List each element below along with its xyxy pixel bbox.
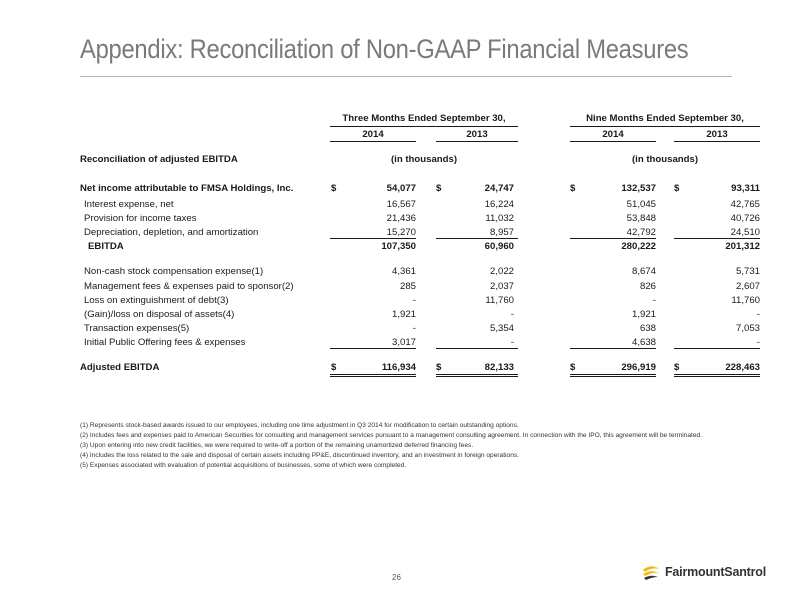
row-label: Loss on extinguishment of debt(3) [84,295,229,306]
currency-symbol: $ [436,362,442,373]
currency-symbol: $ [570,362,576,373]
cell-value: 82,133 [484,362,514,373]
row-label: Transaction expenses(5) [84,323,190,334]
footnote: (2) Includes fees and expenses paid to American Securities for consulting and management services pursuant to a management consulting agreement. In connection with the IPO, this agreement will be terminated. [80,432,702,439]
cell-value: - [652,295,656,306]
cell-value: 16,224 [484,199,514,210]
cell-value: - [510,309,514,320]
footnote: (4) Includes the loss related to the sale and disposal of certain assets including PP&E, discontinued inventory, and an investment in foreign operations. [80,452,519,459]
row-label: Net income attributable to FMSA Holdings, Inc. [80,183,294,194]
subtotal-rule [570,348,656,349]
cell-value: 8,957 [489,227,514,238]
cell-value: 201,312 [725,241,760,252]
page-number: 26 [392,573,401,582]
total-double-rule [570,374,656,377]
cell-value: 16,567 [386,199,416,210]
company-logo [640,561,766,583]
units-three-months: (in thousands) [390,154,458,165]
currency-symbol: $ [674,183,680,194]
cell-value: 285 [399,281,416,292]
subtotal-rule [436,348,518,349]
row-label: EBITDA [88,241,124,252]
page-title: Appendix: Reconciliation of Non-GAAP Financial Measures [80,34,689,64]
cell-value: 11,760 [485,295,514,306]
currency-symbol: $ [436,183,442,194]
row-label: Depreciation, depletion, and amortization [84,227,259,238]
header-three-months: Three Months Ended September 30, [342,113,506,124]
year-header-q-2014: 2014 [362,129,384,140]
cell-value: 54,077 [386,183,416,194]
footnote: (1) Represents stock-based awards issued to our employees, including one time adjustment in Q3 2014 for modification to certain outstanding options. [80,422,519,429]
total-double-rule [330,374,416,377]
subtotal-rule [330,238,416,239]
cell-value: 11,032 [485,213,514,224]
cell-value: - [756,309,760,320]
cell-value: 3,017 [391,337,416,348]
cell-value: 280,222 [621,241,656,252]
year-rule [570,141,656,142]
cell-value: 638 [639,323,656,334]
year-header-n-2013: 2013 [706,129,728,140]
row-label: Provision for income taxes [84,213,197,224]
row-label: Adjusted EBITDA [80,362,160,373]
logo-wordmark: FairmountSantrol [665,565,766,579]
cell-value: 4,638 [631,337,656,348]
row-label: Non-cash stock compensation expense(1) [84,266,264,277]
cell-value: 5,354 [489,323,514,334]
year-header-q-2013: 2013 [466,129,488,140]
total-double-rule [674,374,760,377]
cell-value: 296,919 [621,362,656,373]
footnotes [80,421,780,471]
cell-value: 24,510 [730,227,760,238]
cell-value: 42,792 [626,227,656,238]
year-header-n-2014: 2014 [602,129,624,140]
cell-value: 60,960 [484,241,514,252]
footnote: (5) Expenses associated with evaluation of potential acquisitions of businesses, some of which were completed. [80,462,407,469]
row-label: Interest expense, net [84,199,174,210]
cell-value: 132,537 [621,183,656,194]
subtotal-rule [674,348,760,349]
cell-value: 51,045 [626,199,656,210]
subtotal-rule [330,348,416,349]
fairmount-swirl-icon [640,561,662,583]
cell-value: 826 [639,281,656,292]
section-label: Reconciliation of adjusted EBITDA [80,154,238,165]
header-nine-months: Nine Months Ended September 30, [586,113,744,124]
cell-value: 21,436 [386,213,416,224]
cell-value: 228,463 [725,362,760,373]
year-rule [674,141,760,142]
group2-rule [570,126,760,127]
units-nine-months: (in thousands) [631,154,699,165]
cell-value: 40,726 [730,213,760,224]
row-label: (Gain)/loss on disposal of assets(4) [84,309,235,320]
cell-value: 4,361 [391,266,416,277]
cell-value: 1,921 [391,309,416,320]
cell-value: 2,037 [489,281,514,292]
cell-value: - [510,337,514,348]
cell-value: 93,311 [731,183,760,194]
cell-value: 8,674 [631,266,656,277]
cell-value: 116,934 [381,362,416,373]
currency-symbol: $ [331,362,337,373]
year-rule [330,141,416,142]
cell-value: - [412,295,416,306]
year-rule [436,141,518,142]
cell-value: 5,731 [735,266,760,277]
total-double-rule [436,374,518,377]
cell-value: 53,848 [626,213,656,224]
currency-symbol: $ [331,183,337,194]
currency-symbol: $ [674,362,680,373]
group1-rule [330,126,518,127]
cell-value: 107,350 [381,241,416,252]
cell-value: 7,053 [735,323,760,334]
cell-value: 2,607 [735,281,760,292]
currency-symbol: $ [570,183,576,194]
footnote: (3) Upon entering into new credit facilities, we were required to write-off a portion of the remaining unamortized deferred financing fees. [80,442,474,449]
row-label: Initial Public Offering fees & expenses [84,337,246,348]
cell-value: 15,270 [386,227,416,238]
cell-value: 1,921 [631,309,656,320]
cell-value: 42,765 [730,199,760,210]
row-label: Management fees & expenses paid to sponsor(2) [84,281,294,292]
cell-value: 2,022 [489,266,514,277]
cell-value: - [756,337,760,348]
cell-value: - [412,323,416,334]
subtotal-rule [436,238,518,239]
subtotal-rule [674,238,760,239]
cell-value: 24,747 [484,183,514,194]
subtotal-rule [570,238,656,239]
cell-value: 11,760 [731,295,760,306]
